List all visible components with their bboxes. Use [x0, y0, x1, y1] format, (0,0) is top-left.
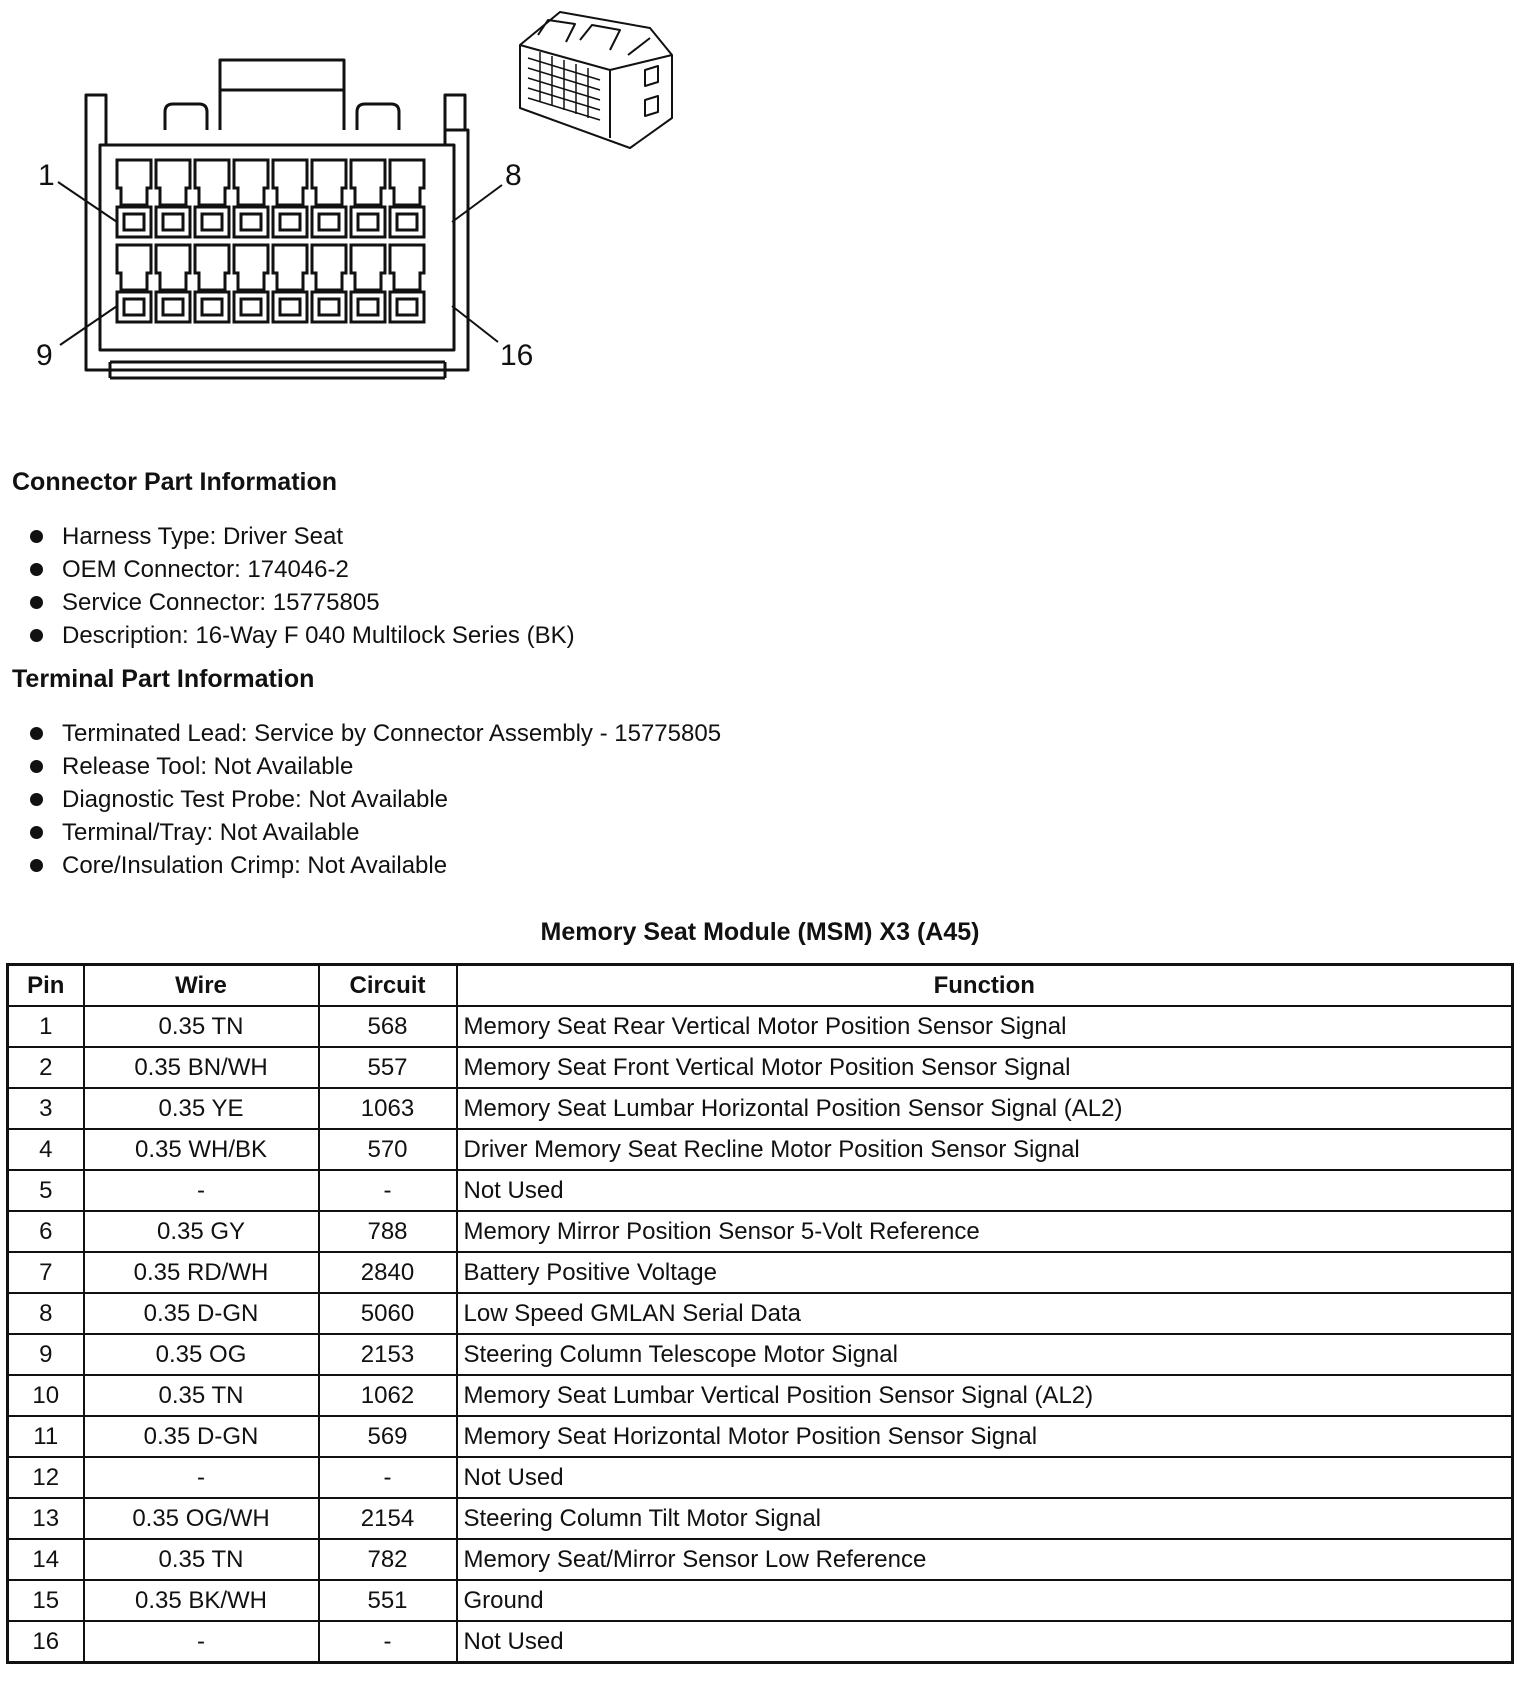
- cell-pin: 2: [8, 1047, 84, 1088]
- list-item: [30, 849, 721, 882]
- terminal-info-heading: Terminal Part Information: [12, 665, 315, 693]
- cell-function: Ground: [457, 1580, 1513, 1621]
- terminal-info-list: [30, 717, 721, 882]
- cell-wire: 0.35 BN/WH: [84, 1047, 319, 1088]
- list-item-text: Service Connector: 15775805: [62, 589, 380, 616]
- list-item-text: Description: 16-Way F 040 Multilock Series (BK): [62, 622, 575, 649]
- cavity: [273, 160, 307, 237]
- cell-pin: 10: [8, 1375, 84, 1416]
- cell-pin: 3: [8, 1088, 84, 1129]
- cell-function: Low Speed GMLAN Serial Data: [457, 1293, 1513, 1334]
- cell-circuit: -: [319, 1457, 457, 1498]
- cavity: [195, 245, 229, 322]
- housing-left-wall: [86, 95, 106, 130]
- table-header-row: [8, 965, 1513, 1007]
- cell-circuit: 1062: [319, 1375, 457, 1416]
- cavity: [195, 160, 229, 237]
- cell-pin: 13: [8, 1498, 84, 1539]
- list-item-text: Diagnostic Test Probe: Not Available: [62, 786, 449, 813]
- cell-wire: 0.35 TN: [84, 1539, 319, 1580]
- cell-wire: 0.35 OG/WH: [84, 1498, 319, 1539]
- cell-circuit: -: [319, 1170, 457, 1211]
- cell-function: Memory Mirror Position Sensor 5-Volt Reference: [457, 1211, 1513, 1252]
- cavity: [273, 245, 307, 322]
- bullet-icon: [30, 793, 43, 806]
- cell-pin: 8: [8, 1293, 84, 1334]
- cell-function: Memory Seat Lumbar Vertical Position Sensor Signal (AL2): [457, 1375, 1513, 1416]
- cavity: [351, 245, 385, 322]
- leader-line-pin-9: [60, 306, 117, 345]
- cell-function: Steering Column Telescope Motor Signal: [457, 1334, 1513, 1375]
- table-row: [8, 1252, 1513, 1293]
- left-bump: [165, 104, 207, 130]
- bullet-icon: [30, 563, 43, 576]
- cell-wire: 0.35 D-GN: [84, 1293, 319, 1334]
- cell-function: Steering Column Tilt Motor Signal: [457, 1498, 1513, 1539]
- cell-function: Battery Positive Voltage: [457, 1252, 1513, 1293]
- cell-circuit: 568: [319, 1006, 457, 1047]
- cell-wire: -: [84, 1170, 319, 1211]
- table-row: [8, 1621, 1513, 1663]
- table-row: [8, 1211, 1513, 1252]
- cavity: [117, 160, 151, 237]
- connector-info-list: [30, 520, 575, 652]
- list-item: [30, 586, 575, 619]
- housing-outline: [86, 95, 468, 370]
- header-pin: Pin: [8, 965, 84, 1007]
- cell-function: Not Used: [457, 1170, 1513, 1211]
- table-row: [8, 1457, 1513, 1498]
- cell-wire: -: [84, 1621, 319, 1663]
- cavity: [234, 245, 268, 322]
- cell-function: Memory Seat Front Vertical Motor Position Sensor Signal: [457, 1047, 1513, 1088]
- bullet-icon: [30, 760, 43, 773]
- cavity-row-bottom: [117, 245, 424, 322]
- cell-circuit: -: [319, 1621, 457, 1663]
- pin-callout-16: 16: [500, 339, 534, 372]
- housing-inner-top: [106, 130, 445, 145]
- header-circuit: Circuit: [319, 965, 457, 1007]
- pin-table: [6, 963, 1514, 1664]
- cell-circuit: 569: [319, 1416, 457, 1457]
- connector-face-diagram: [0, 0, 760, 420]
- bullet-icon: [30, 826, 43, 839]
- cell-circuit: 2153: [319, 1334, 457, 1375]
- cell-pin: 4: [8, 1129, 84, 1170]
- cell-circuit: 1063: [319, 1088, 457, 1129]
- cavity: [312, 160, 346, 237]
- bullet-icon: [30, 859, 43, 872]
- list-item: [30, 816, 721, 849]
- cell-circuit: 2840: [319, 1252, 457, 1293]
- list-item-text: Terminated Lead: Service by Connector Assembly - 15775805: [62, 720, 722, 747]
- cell-wire: 0.35 TN: [84, 1006, 319, 1047]
- list-item: [30, 783, 721, 816]
- cell-circuit: 2154: [319, 1498, 457, 1539]
- cell-wire: 0.35 WH/BK: [84, 1129, 319, 1170]
- cavity: [390, 245, 424, 322]
- bullet-icon: [30, 629, 43, 642]
- cell-wire: 0.35 TN: [84, 1375, 319, 1416]
- list-item-text: Harness Type: Driver Seat: [62, 523, 344, 550]
- cell-wire: 0.35 GY: [84, 1211, 319, 1252]
- table-row: [8, 1170, 1513, 1211]
- cell-pin: 1: [8, 1006, 84, 1047]
- table-row: [8, 1088, 1513, 1129]
- right-bump: [357, 104, 399, 130]
- cell-pin: 15: [8, 1580, 84, 1621]
- cell-circuit: 788: [319, 1211, 457, 1252]
- cell-function: Driver Memory Seat Recline Motor Position Sensor Signal: [457, 1129, 1513, 1170]
- table-row: [8, 1334, 1513, 1375]
- cavity: [234, 160, 268, 237]
- table-row: [8, 1539, 1513, 1580]
- bullet-icon: [30, 530, 43, 543]
- leader-line-pin-16: [452, 306, 498, 342]
- cell-function: Memory Seat/Mirror Sensor Low Reference: [457, 1539, 1513, 1580]
- list-item: [30, 717, 721, 750]
- pin-callout-1: 1: [38, 159, 55, 192]
- table-row: [8, 1047, 1513, 1088]
- cell-circuit: 570: [319, 1129, 457, 1170]
- cell-pin: 5: [8, 1170, 84, 1211]
- cell-wire: -: [84, 1457, 319, 1498]
- inner-frame: [100, 145, 454, 350]
- table-row: [8, 1498, 1513, 1539]
- list-item-text: Release Tool: Not Available: [62, 753, 354, 780]
- cell-pin: 7: [8, 1252, 84, 1293]
- cell-circuit: 557: [319, 1047, 457, 1088]
- cell-function: Not Used: [457, 1457, 1513, 1498]
- leader-line-pin-8: [452, 185, 502, 222]
- cavity: [156, 245, 190, 322]
- table-row: [8, 1006, 1513, 1047]
- cavity-row-top: [117, 160, 424, 237]
- cavity: [312, 245, 346, 322]
- table-title: Memory Seat Module (MSM) X3 (A45): [540, 918, 980, 946]
- cell-pin: 6: [8, 1211, 84, 1252]
- table-row: [8, 1416, 1513, 1457]
- cell-function: Not Used: [457, 1621, 1513, 1663]
- cell-circuit: 782: [319, 1539, 457, 1580]
- cell-function: Memory Seat Lumbar Horizontal Position Sensor Signal (AL2): [457, 1088, 1513, 1129]
- cell-pin: 9: [8, 1334, 84, 1375]
- list-item-text: Terminal/Tray: Not Available: [62, 819, 360, 846]
- table-row: [8, 1375, 1513, 1416]
- cell-wire: 0.35 D-GN: [84, 1416, 319, 1457]
- bullet-icon: [30, 727, 43, 740]
- cavity: [117, 245, 151, 322]
- cavity: [351, 160, 385, 237]
- cell-pin: 14: [8, 1539, 84, 1580]
- cavity: [156, 160, 190, 237]
- table-row: [8, 1293, 1513, 1334]
- connector-info-heading: Connector Part Information: [12, 468, 338, 496]
- header-function: Function: [457, 965, 1513, 1007]
- connector-3d-icon: [520, 12, 672, 148]
- table-row: [8, 1129, 1513, 1170]
- top-latch: [220, 60, 344, 130]
- list-item: [30, 553, 575, 586]
- cell-pin: 11: [8, 1416, 84, 1457]
- cell-wire: 0.35 OG: [84, 1334, 319, 1375]
- header-wire: Wire: [84, 965, 319, 1007]
- bullet-icon: [30, 596, 43, 609]
- cell-circuit: 5060: [319, 1293, 457, 1334]
- cell-function: Memory Seat Horizontal Motor Position Sensor Signal: [457, 1416, 1513, 1457]
- cell-wire: 0.35 YE: [84, 1088, 319, 1129]
- list-item: [30, 750, 721, 783]
- pin-callout-8: 8: [505, 159, 522, 192]
- pin-callout-9: 9: [36, 339, 53, 372]
- cell-circuit: 551: [319, 1580, 457, 1621]
- cell-pin: 16: [8, 1621, 84, 1663]
- cell-wire: 0.35 BK/WH: [84, 1580, 319, 1621]
- cell-pin: 12: [8, 1457, 84, 1498]
- table-row: [8, 1580, 1513, 1621]
- cell-function: Memory Seat Rear Vertical Motor Position Sensor Signal: [457, 1006, 1513, 1047]
- list-item-text: OEM Connector: 174046-2: [62, 556, 349, 583]
- list-item: [30, 619, 575, 652]
- list-item: [30, 520, 575, 553]
- cavity: [390, 160, 424, 237]
- list-item-text: Core/Insulation Crimp: Not Available: [62, 852, 448, 879]
- cell-wire: 0.35 RD/WH: [84, 1252, 319, 1293]
